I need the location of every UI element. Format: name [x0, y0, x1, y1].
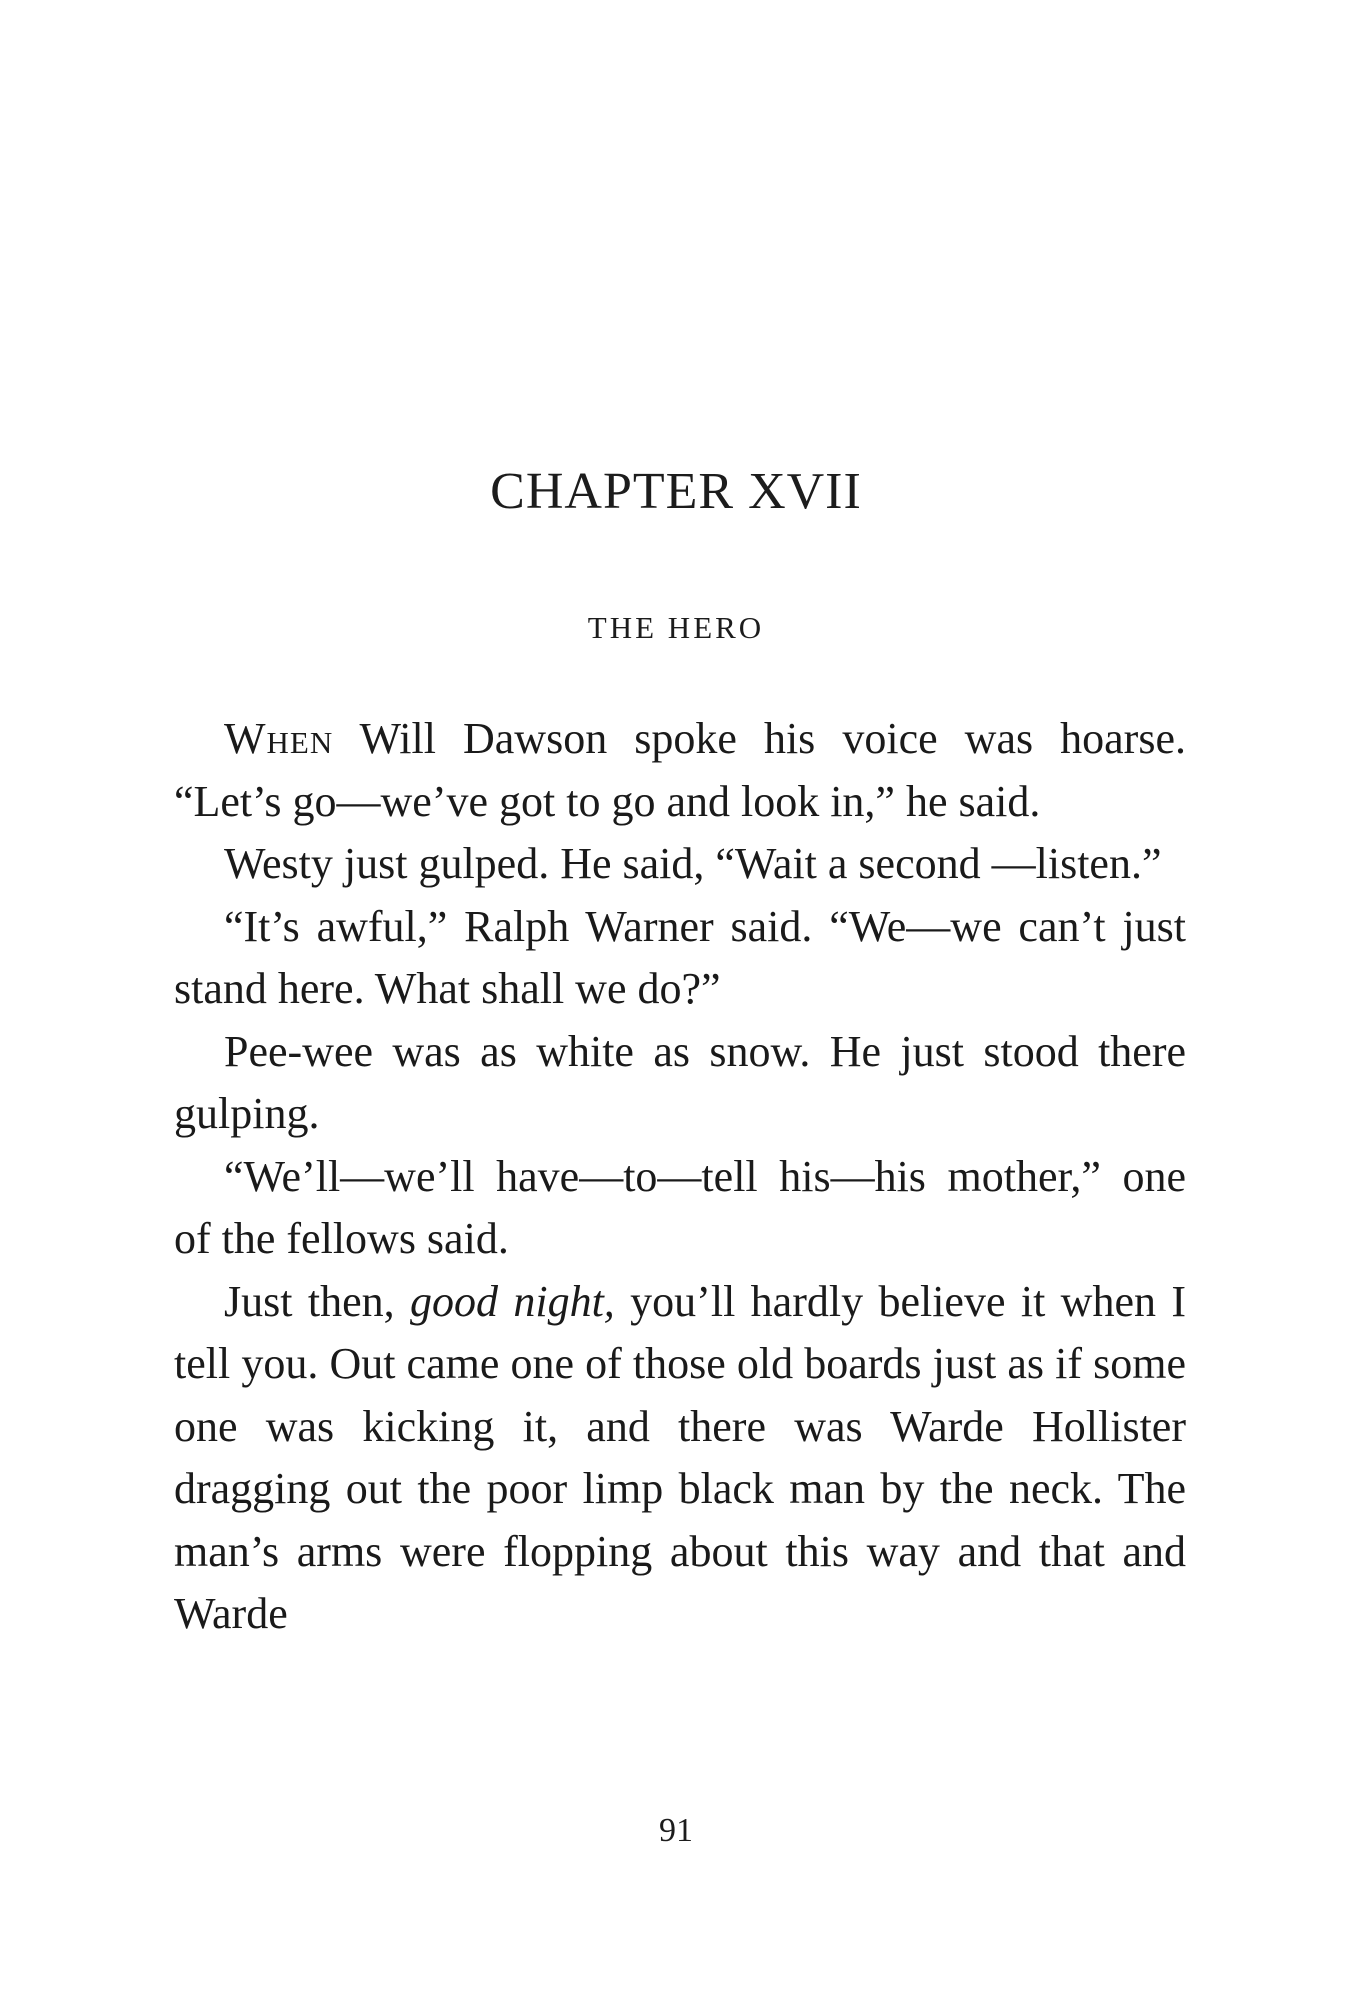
- paragraph-text: Just then,: [224, 1276, 410, 1326]
- chapter-title: CHAPTER XVII: [490, 463, 862, 520]
- paragraph: [174, 1271, 1186, 1646]
- paragraph: “It’s awful,” Ralph Warner said. “We—we can’t just stand here. What shall we do?”: [174, 901, 1186, 1013]
- paragraph-lead-word: When: [224, 714, 334, 763]
- page-number: 91: [659, 1812, 693, 1849]
- paragraph-text: Will Dawson spoke his voice was hoarse. “Let’s go—we’ve got to go and look in,” he said.: [174, 714, 1186, 826]
- paragraph: Westy just gulped. He said, “Wait a second —listen.”: [224, 839, 1162, 888]
- body-text: [174, 708, 1186, 1646]
- paragraph: “We’ll—we’ll have—to—tell his—his mother,” one of the fellows said.: [174, 1151, 1186, 1263]
- chapter-subtitle: THE HERO: [587, 610, 765, 645]
- paragraph-text: you’ll hardly believe it when I tell you. Out came one of those old boards just as if some one was kicking it, and there was Warde Hollister dragging out the poor limp black man by the neck. The man’s arms were flopping about this way and that and Warde: [174, 1276, 1187, 1638]
- paragraph: [174, 708, 1186, 833]
- paragraph: Pee-wee was as white as snow. He just stood there gulping.: [174, 1026, 1186, 1138]
- paragraph-italic-text: good night,: [409, 1276, 615, 1326]
